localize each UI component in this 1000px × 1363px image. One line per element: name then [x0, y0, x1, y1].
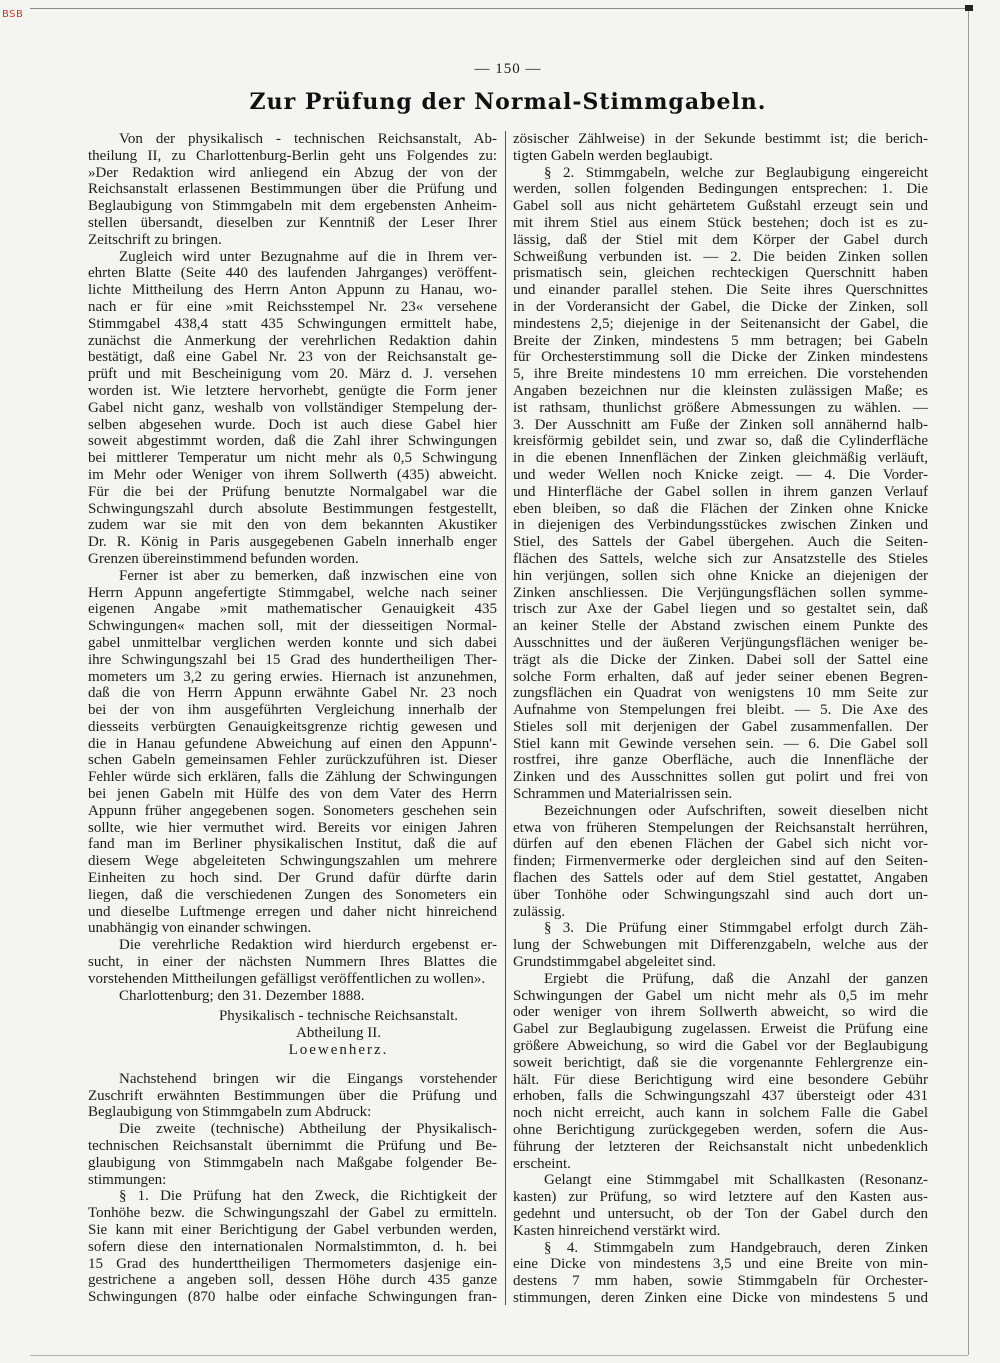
text-line: Grenzen übereinstimmend befunden worden. [88, 550, 359, 567]
text-line: § 3. Die Prüfung einer Stimmgabel erfolgt durch Zäh- [544, 920, 928, 937]
text-line: Nachstehend bringen wir die Eingangs vorstehender [119, 1070, 497, 1087]
text-line: Bezeichnungen oder Aufschriften, soweit dieselben nicht [544, 802, 928, 819]
text-line: selben abgesehen wurde. Doch ist auch diese Gabel hier [88, 416, 497, 433]
paragraph [88, 988, 497, 1005]
text-line: schen Gabeln gemeinsamen Fehler zurückzuführen ist. Dieser [88, 752, 497, 769]
text-line: erscheint. [513, 1155, 571, 1172]
text-line: Stimmgabel 438,4 statt 435 Schwingungen ermittelt habe, [88, 315, 497, 332]
text-line: Ferner ist aber zu bemerken, daß inzwischen eine von [119, 567, 497, 584]
paragraph [513, 920, 928, 970]
paragraph-continuation [513, 131, 928, 165]
text-line: mit ihrem Stiel aus einem Stück bestehen; doch ist es zu- [513, 214, 928, 231]
text-line: Appunn früher angegebenen sogen. Sonometers geschehen sein [88, 802, 497, 819]
text-line: werden, sollen folgenden Bedingungen entsprechen: 1. Die [513, 181, 928, 198]
paragraph [88, 568, 497, 938]
text-line: im Mehr oder Weniger von ihrem Sollwerth (435) abweicht. [88, 466, 497, 483]
text-line: Zeitschrift zu bringen. [88, 231, 222, 248]
text-line: Stieles soll mit derjenigen der Gabel zusammenfallen. Der [513, 718, 928, 735]
text-line: theilung II, zu Charlottenburg-Berlin geht uns Folgendes zu: [88, 147, 497, 164]
text-line: Charlottenburg; den 31. Dezember 1888. [119, 987, 365, 1004]
text-line: Schwingungszahl durch absolute Bestimmungen festgestellt, [88, 500, 497, 517]
text-line: und weder Wellen noch Knicke zeigt. — 4. Die Vorder- [513, 466, 928, 483]
text-line: glaubigung von Stimmgabeln nach Maßgabe folgender Be- [88, 1154, 497, 1171]
text-line: Beglaubigung von Stimmgabeln zum Abdruck: [88, 1104, 372, 1121]
text-line: technischen Reichsanstalt übernimmt die Prüfung und Be- [88, 1138, 497, 1155]
text-line: solche Form erhalten, daß auf jeder seiner ebenen Begren- [513, 668, 928, 685]
text-line: zösischer Zählweise) in der Sekunde bestimmt ist; die berich- [513, 131, 928, 147]
right-column [513, 131, 928, 1307]
text-line: Gabel soll aus nicht gehärtetem Gußstahl erzeugt sein und [513, 198, 928, 215]
paragraph-continued-next-column [88, 1188, 497, 1306]
paragraph [88, 249, 497, 568]
text-line: für Orchesterstimmung soll die Dicke der Zinken mindestens [513, 349, 928, 366]
text-line: »Der Redaktion wird anliegend ein Abzug der von der [88, 164, 497, 181]
text-line: in die ebenen Innenflächen der Zinken gleichmäßig verläuft, [513, 450, 928, 467]
text-line: soweit abgestimmt worden, daß die Zahl ihrer Schwingungen [88, 433, 497, 450]
paragraph [513, 165, 928, 803]
text-line: Die zweite (technische) Abtheilung der Physikalisch- [119, 1121, 497, 1138]
text-line: destens 7 mm haben, sowie Stimmgabeln für Orchester- [513, 1273, 928, 1290]
paragraph [513, 971, 928, 1173]
text-line: eine Dicke von mindestens 3,5 und eine Breite von min- [513, 1256, 928, 1273]
text-line: zunächst die Anmerkung der verehrlichen Redaktion dahin [88, 332, 497, 349]
text-line: in diejenigen des Verbindungsstückes zwischen Zinken und [513, 517, 928, 534]
text-line: die in Hanau gefundene Abweichung auf einen den Appunn'- [88, 735, 497, 752]
text-line: Stiel kann mit Gewinde versehen sein. — 6. Die Gabel soll [513, 735, 928, 752]
text-line: worden ist. Wie letztere hervorhebt, genügte die Form jener [88, 382, 497, 399]
text-line: kreisförmig gebildet sein, und zwar so, daß die Cylinderfläche [513, 433, 928, 450]
text-line: Gabel nicht ganz, weshalb von vollständiger Stempelung der- [88, 399, 497, 416]
text-line: Aufnahme von Stempelungen frei bleibt. — 5. Die Axe des [513, 702, 928, 719]
text-line: eben bleiben, so daß die Flächen der Zinken ohne Knicke [513, 500, 928, 517]
text-line: ehrten Blatte (Seite 440 des laufenden Jahrganges) veröffent- [88, 265, 497, 282]
text-line: oder weniger von ihrem Sollwerth abweicht, so wird die [513, 1004, 928, 1021]
text-line: Beglaubigung von Stimmgabeln mit dem ergebensten Anheim- [88, 198, 497, 215]
column-divider [505, 131, 506, 1305]
text-line: ohne Berichtigung zurückgegeben werden, sofern die Aus- [513, 1122, 928, 1139]
text-line: sofern diese den internationalen Normalstimmton, d. h. bei [88, 1238, 497, 1255]
text-line: etwa von früheren Stempelungen der Reichsanstalt herrühren, [513, 819, 928, 836]
text-line: und Hinterfläche der Gabel sollen in ihrem ganzen Verlauf [513, 483, 928, 500]
text-line: 3. Der Ausschnitt am Fuße der Zinken soll annähernd halb- [513, 416, 928, 433]
text-line: bei jenen Gabeln mit Hülfe des von dem Vater des Herrn [88, 786, 497, 803]
text-line: Herrn Appunn angefertigte Stimmgabel, welche nach seiner [88, 584, 497, 601]
text-line: Schweißung verbunden ist. — 2. Die beiden Zinken sollen [513, 248, 928, 265]
text-line: diesseits verbürgten Genauigkeitsgrenze richtig gewesen und [88, 718, 497, 735]
paragraph [513, 1172, 928, 1239]
text-line: in der Vorderansicht der Gabel, die Dicke der Zinken, soll [513, 298, 928, 315]
signature-line: Physikalisch - technische Reichsanstalt. [218, 1008, 459, 1025]
text-line: mindestens 2,5; diejenige in der Seitenansicht der Gabel, die [513, 315, 928, 332]
text-line: mometers um 3,2 zu gering erwies. Hiernach ist anzunehmen, [88, 668, 497, 685]
text-line: Grundstimmgabel abgeleitet sind. [513, 954, 716, 971]
text-line: gedehnt und untersucht, ob der Ton der Gabel durch den [513, 1206, 928, 1222]
text-line: Sie kann mit einer Berichtigung der Gabel verbunden werden, [88, 1222, 497, 1238]
text-line: Zuschrift erwähnten Bestimmungen über die Prüfung und [88, 1087, 497, 1104]
library-watermark: BSB [2, 9, 24, 20]
text-line: daß die von Herrn Appunn erwähnte Gabel Nr. 23 noch [88, 685, 497, 702]
text-line: soweit berichtigt, daß sie die vorgenannte Fehlergrenze ein- [513, 1054, 928, 1071]
text-line: Fehler würde sich erklären, falls die Zählung der Schwingungen [88, 769, 497, 786]
page-edge-bottom [30, 1355, 968, 1356]
text-line: führung der letzteren der Reichsanstalt nicht unbedenklich [513, 1138, 928, 1155]
text-line: finden; Firmenvermerke oder dergleichen sind auf den Seiten- [513, 853, 928, 870]
text-line: bei der von ihm ausgeführten Vergleichung innerhalb der [88, 702, 497, 719]
page-edge-right [968, 8, 969, 1355]
left-column [88, 131, 497, 1306]
text-line: stimmungen: [88, 1171, 167, 1188]
paragraph [88, 131, 497, 249]
text-line: sucht, in einer der nächsten Nummern Ihres Blattes die [88, 954, 497, 971]
text-line: fand man im Berliner physikalischen Institut, daß die auf [88, 836, 497, 853]
text-line: tigten Gabeln werden beglaubigt. [513, 147, 713, 164]
paragraph [88, 1071, 497, 1121]
text-line: bei mittlerer Temperatur um nicht mehr als 0,5 Schwingung [88, 450, 497, 467]
text-line: § 4. Stimmgabeln zum Handgebrauch, deren Zinken [544, 1239, 928, 1256]
paragraph [88, 1121, 497, 1188]
text-line: noch nicht erreicht, auch kann in solchem Falle die Gabel [513, 1105, 928, 1122]
text-line: stellen übersandt, dieselben zur Kenntniß der Leser Ihrer [88, 214, 497, 231]
text-line: Zugleich wird unter Bezugnahme auf die in Ihrem ver- [119, 248, 497, 265]
text-line: hält. Für diese Berichtigung wird eine besondere Gebühr [513, 1071, 928, 1088]
text-line: Kasten hinreichend verstärkt wird. [513, 1222, 721, 1239]
paragraph [88, 937, 497, 987]
text-line: trägt als die Dicke der Zinken. Dabei soll der Sattel eine [513, 651, 928, 668]
text-line: 15 Grad des hunderttheiligen Thermometers dasjenige ein- [88, 1255, 497, 1272]
text-line: Gelangt eine Stimmgabel mit Schallkasten (Resonanz- [544, 1172, 928, 1189]
text-line: ihre Schwingungszahl bei 15 Grad des hundertheiligen Ther- [88, 651, 497, 668]
text-line: zulässig. [513, 903, 566, 920]
text-line: Schwingungen« machen soll, mit der diesseitigen Normal- [88, 618, 497, 635]
text-line: unabhängig von einander schwingen. [88, 920, 312, 937]
text-line: Zinken und des Ausschnittes sollen gut polirt und frei von [513, 769, 928, 786]
text-line: Reichsanstalt erlassenen Bestimmungen über die Prüfung und [88, 181, 497, 198]
text-line: sollte, wie hier vermuthet wird. Bereits vor einigen Jahren [88, 819, 497, 836]
text-line: Gabel zur Beglaubigung zugelassen. Erweist die Prüfung eine [513, 1021, 928, 1038]
text-line: ist rathsam, thunlichst größere Abmessungen zu wählen. — [513, 399, 928, 416]
text-line: Von der physikalisch - technischen Reichsanstalt, Ab- [119, 131, 497, 147]
text-line: lichte Mittheilung des Herrn Anton Appunn zu Hanau, wo- [88, 282, 497, 299]
text-line: Schwingungen der Gabel um nicht mehr als 0,5 im mehr [513, 987, 928, 1004]
text-line: und einander parallel stehen. Die Seite ihres Querschnittes [513, 282, 928, 299]
text-line: diesem Wege abgeleiteten Schwingungszahlen um mehrere [88, 853, 497, 870]
paragraph-continued-next-column [513, 1240, 928, 1307]
text-line: lung der Schwebungen mit Differenzgabeln, welche aus der [513, 937, 928, 954]
page-edge-top [30, 8, 968, 9]
text-line: über Tonhöhe oder Schwingungszahl sind auch dort un- [513, 886, 928, 903]
text-line: Einheiten zu hoch sind. Der Grund dafür dürfte darin [88, 870, 497, 887]
text-line: § 1. Die Prüfung hat den Zweck, die Richtigkeit der [119, 1188, 497, 1205]
text-line: prismatisch sein, gleichen rechteckigen Querschnitt haben [513, 265, 928, 282]
text-line: flachen des Sattels oder auf dem Stiel gestattet, Angaben [513, 870, 928, 887]
text-line: flächen des Sattels, welche sich zur Ansatzstelle des Stieles [513, 550, 928, 567]
text-line: 5, ihre Breite mindestens 10 mm erreichen. Die vorstehenden [513, 366, 928, 383]
text-line: an keiner Stelle der Abstand zwischen einem Punkte des [513, 618, 928, 635]
text-line: rostfrei, ihre ganze Oberfläche, auch die Innenfläche der [513, 752, 928, 769]
text-line: Breite der Zinken, mindestens 5 mm betragen; bei Gabeln [513, 332, 928, 349]
text-line: Angaben bezeichnen nur die kleinsten zulässigen Maße; es [513, 382, 928, 399]
text-line: Schrammen und Materialrissen sein. [513, 786, 733, 803]
text-line: eigenen Angabe »mit mathematischer Genauigkeit 435 [88, 601, 497, 618]
text-line: Ausschnittes und der äußeren Verjüngungsflächen weniger be- [513, 634, 928, 651]
text-line: gestrichene a angeben soll, dessen Höhe durch 435 ganze [88, 1272, 497, 1289]
text-line: größere Abweichung, so wird die Gabel vor der Beglaubigung [513, 1038, 928, 1055]
text-line: Dr. R. König in Paris ausgegebenen Gabeln innerhalb enger [88, 534, 497, 551]
text-line: kasten) zur Prüfung, so wird letztere auf den Kasten aus- [513, 1189, 928, 1206]
signature-block [88, 1008, 497, 1058]
text-line: nach er für eine »mit Reichsstempel Nr. 23« versehene [88, 298, 497, 315]
signature-line: Loewenherz. [288, 1042, 389, 1059]
text-line: und dieselbe Luftmenge erregen und daher nicht hinreichend [88, 903, 497, 920]
text-line: zungsflächen ein Quadrat von wenigstens 10 mm Seite zur [513, 685, 928, 702]
text-line: Schwingungen (870 halbe oder einfache Schwingungen fran- [88, 1289, 497, 1306]
text-line: gabel unmittelbar verglichen werden konnte und sich dabei [88, 634, 497, 651]
text-line: hin verjüngen, sollen sich ohne Knicke an diejenigen der [513, 567, 928, 584]
text-line: liegen, daß die verschiedenen Zungen des Sonometers ein [88, 886, 497, 903]
text-line: Stiel, des Sattels der Gabel übergehen. Auch die Seiten- [513, 534, 928, 551]
paragraph [513, 803, 928, 921]
text-line: lässig, daß der Stiel mit dem Körper der Gabel durch [513, 231, 928, 248]
text-line: trisch zur Axe der Gabel liegen und so gestaltet sein, daß [513, 601, 928, 618]
scan-corner-mark [965, 5, 973, 11]
text-line: § 2. Stimmgabeln, welche zur Beglaubigung eingereicht [544, 164, 928, 181]
text-line: stimmungen, deren Zinken eine Dicke von mindestens 5 und [513, 1289, 928, 1306]
text-line: zudem war sie mit den von dem bekannten Akustiker [88, 517, 497, 534]
text-line: bestätigt, daß eine Gabel Nr. 23 von der Reichsanstalt ge- [88, 349, 497, 366]
text-line: Zinken anschliessen. Die Verjüngungsflächen sollen symme- [513, 584, 928, 601]
text-line: vorstehenden Mittheilungen gefälligst veröffentlichen zu wollen». [88, 970, 486, 987]
page-number: — 150 — [474, 61, 542, 77]
text-line: Tonhöhe bezw. die Schwingungszahl der Gabel zu ermitteln. [88, 1205, 497, 1222]
text-line: erhoben, falls die Schwingungszahl 437 übersteigt oder 431 [513, 1088, 928, 1105]
text-line: prüft und mit Bescheinigung vom 20. März d. J. versehen [88, 366, 497, 383]
signature-line: Abtheilung II. [296, 1025, 381, 1042]
text-line: Die verehrliche Redaktion wird hierdurch ergebenst er- [119, 937, 497, 954]
text-line: dürfen auf den ebenen Flächen der Gabel sich nicht vor- [513, 836, 928, 853]
text-line: Für die bei der Prüfung benutzte Normalgabel war die [88, 483, 497, 500]
article-title: Zur Prüfung der Normal-Stimmgabeln. [249, 89, 767, 115]
text-line: Ergiebt die Prüfung, daß die Anzahl der ganzen [544, 970, 928, 987]
